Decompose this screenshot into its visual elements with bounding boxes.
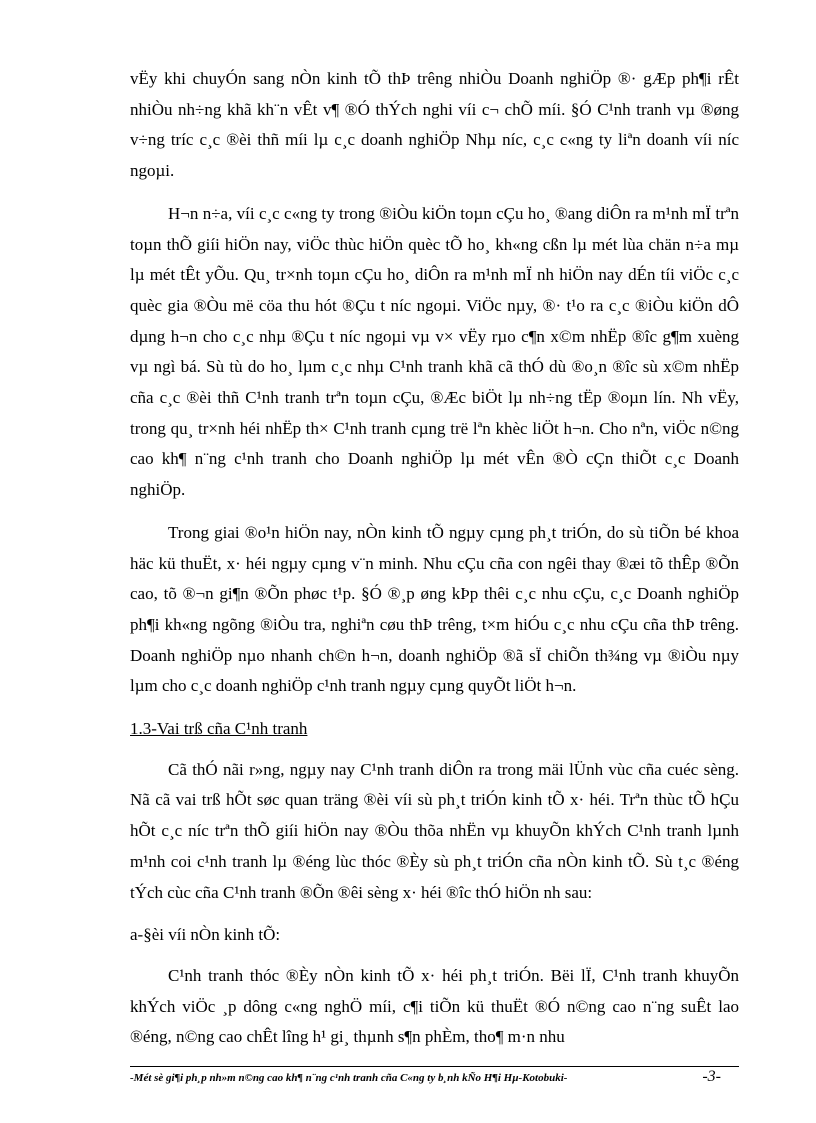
paragraph-5: C¹nh tranh thóc ®Èy nÒn kinh tÕ x· héi ph¸t triÓn. Bëi lÏ, C¹nh tranh khuyÕn khÝch viÖc ¸p dông c«ng nghÖ míi, c¶i tiÕn kü thuËt ®Ó n©ng cao n¨ng suÊt lao ®éng, n©ng cao chÊt lîng h¹ gi¸ thµnh s¶n phÈm, tho¶ m·n nhu xyxy=(130,965,739,1047)
paragraph-1: vËy khi chuyÓn sang nÒn kinh tÕ thÞ trêng nhiÒu Doanh nghiÖp ®· gÆp ph¶i rÊt nhiÒu nh÷ng khã kh¨n vÊt v¶ ®Ó thÝch nghi víi c¬ chÕ míi. §Ó C¹nh tranh vµ ®øng v÷ng tríc c¸c ®èi thñ míi lµ c¸c doanh nghiÖp Nhµ níc, c¸c c«ng ty liªn doanh víi níc ngoµi. xyxy=(130,69,739,181)
subheading: a-§èi víi nÒn kinh tÕ: xyxy=(130,925,281,945)
paragraph-4: Cã thÓ nãi r»ng, ngµy nay C¹nh tranh diÔn ra trong mäi lÜnh vùc cña cuéc sèng. Nã cã vai trß hÕt søc quan träng ®èi víi sù ph¸t triÓn kinh tÕ x· héi. Trªn thùc tÕ hÇu hÕt c¸c níc trªn thÕ giíi hiÖn nay ®Òu thõa nhËn vµ khuyÕn khÝch C¹nh tranh lµnh m¹nh coi c¹nh tranh lµ ®éng lùc thóc ®Èy sù ph¸t triÓn cña nÒn kinh tÕ. Sù t¸c ®éng tÝch cùc cña C¹nh tranh ®Õn ®êi sèng x· héi ®îc thÓ hiÖn nh sau: xyxy=(130,759,739,902)
paragraph-3: Trong giai ®o¹n hiÖn nay, nÒn kinh tÕ ngµy cµng ph¸t triÓn, do sù tiÕn bé khoa häc kü thuËt, x· héi ngµy cµng v¨n minh. Nhu cÇu cña con ngêi thay ®æi tõ thÊp ®Õn cao, tõ ®¬n gi¶n ®Õn phøc t¹p. §Ó ®¸p øng kÞp thêi c¸c nhu cÇu, c¸c Doanh nghiÖp ph¶i kh«ng ngõng ®iÒu tra, nghiªn cøu thÞ trêng, t×m hiÓu c¸c nhu cÇu cña thÞ trêng. Doanh nghiÖp nµo nhanh ch©n h¬n, doanh nghiÖp ®ã sÏ chiÕn th¾ng vµ ®iÒu nµy lµm cho c¸c doanh nghiÖp c¹nh tranh ngµy cµng quyÕt liÖt h¬n. xyxy=(130,522,739,696)
section-heading: 1.3-Vai trß cña C¹nh tranh xyxy=(130,719,308,739)
paragraph-2: H¬n n÷a, víi c¸c c«ng ty trong ®iÒu kiÖn toµn cÇu ho¸ ®ang diÔn ra m¹nh mÏ trªn toµn thÕ giíi hiÖn nay, viÖc thùc hiÖn quèc tÕ ho¸ kh«ng cßn lµ mét lùa chän n÷a mµ lµ mét tÊt yÕu. Qu¸ tr×nh toµn cÇu ho¸ diÔn ra m¹nh mÏ nh hiÖn nay dÉn tíi viÖc c¸c quèc gia ®Òu më cöa thu hót ®Çu t níc ngoµi. ViÖc nµy, ®· t¹o ra c¸c ®iÒu kiÖn dÔ dµng h¬n cho c¸c nhµ ®Çu t níc ngoµi vµ v× vËy rµo c¶n x©m nhËp ®îc g¶m xuèng vµ ngì bá. Sù tù do ho¸ lµm c¸c nhµ C¹nh tranh khã cã thÓ dù ®o¸n ®îc sù x©m nhËp cña c¸c ®èi thñ C¹nh tranh trªn toµn cÇu, ®Æc biÖt lµ nh÷ng tËp ®oµn lín. Nh vËy, trong qu¸ tr×nh héi nhËp th× C¹nh tranh cµng trë lªn khèc liÖt h¬n. Cho nªn, viÖc n©ng cao kh¶ n¨ng c¹nh tranh cho Doanh nghiÖp lµ mét vÊn ®Ò cÇn thiÕt c¸c Doanh nghiÖp. xyxy=(130,203,739,500)
page-number: -3- xyxy=(702,1068,721,1085)
footer-title: -Mét sè gi¶i ph¸p nh»m n©ng cao kh¶ n¨ng c¹nh tranh cña C«ng ty b¸nh kÑo H¶i Hµ-Kotobuki- xyxy=(130,1072,568,1084)
body-text xyxy=(130,64,739,1065)
page-footer xyxy=(130,1069,739,1087)
footer-divider xyxy=(130,1066,739,1067)
